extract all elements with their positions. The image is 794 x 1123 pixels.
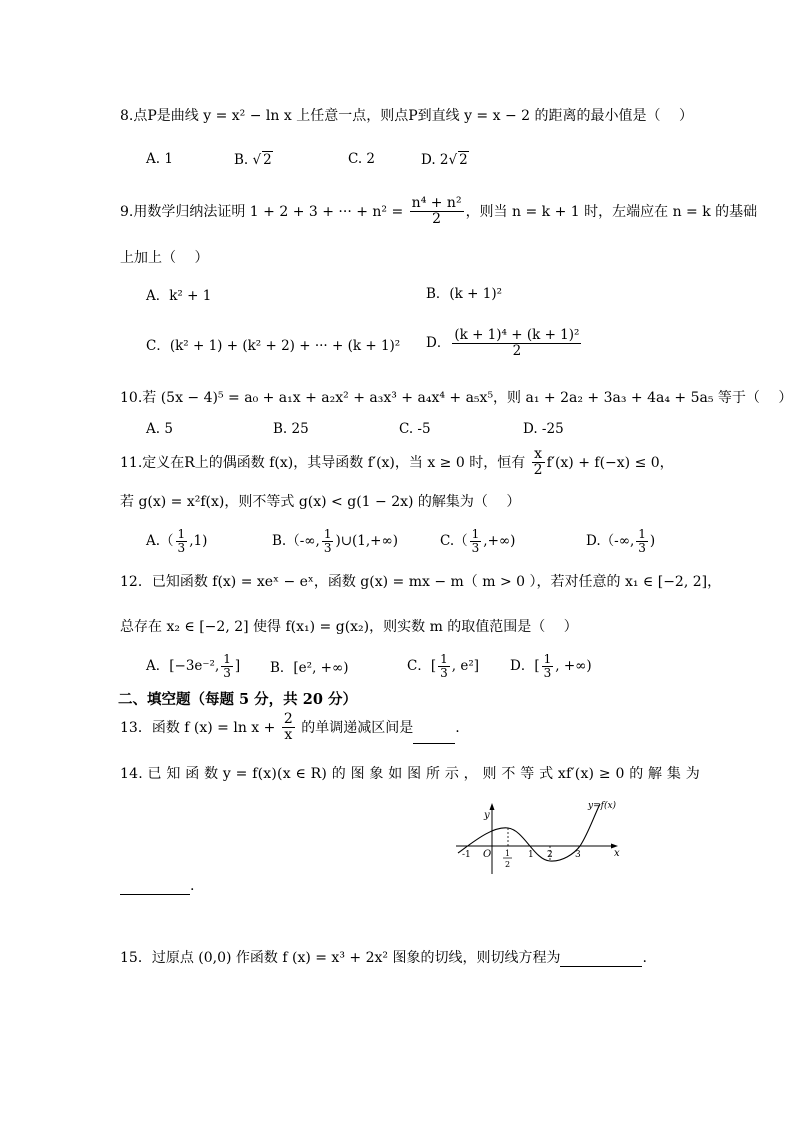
tick-2: 2 (547, 850, 553, 860)
q9-option-d: D． $\frac{\text{(k + 1)⁴ + (k + 1)²}}{2}$ (426, 327, 580, 359)
q10-option-b: B. 25 (273, 421, 309, 437)
q12-option-d: D．[ $\frac{1}{3}$ , +∞) (510, 652, 592, 681)
q15-stem: 15．过原点 (0,0) 作函数 f (x) = x³ + 2x² 图象的切线，则切线方程为 . (120, 950, 647, 966)
tick-3: 3 (575, 850, 581, 860)
q14-answer-blank[interactable] (120, 878, 190, 894)
label-fx: y=f(x) (588, 801, 617, 811)
q10-option-d: D. -25 (523, 421, 564, 437)
q9-stem-cont: 上加上（ ） (120, 250, 209, 266)
tick-half-num: 1 (505, 849, 511, 858)
q10-option-a: A. 5 (146, 421, 173, 437)
q8-option-a: A. 1 (146, 151, 173, 167)
q14-stem: 14. 已 知 函 数 y = f(x)(x ∈ R) 的 图 象 如 图 所 示 ， 则 不 等 式 xf′(x) ≥ 0 的 解 集 为 (120, 766, 700, 782)
label-x: x (614, 848, 620, 859)
q13-stem: 13．函数 f (x) = ln x + $\frac{2}{x}$ 的单调递减区间是 . (120, 711, 460, 744)
q8-option-b: B. √ 2 (234, 152, 272, 168)
q11-option-c: C.（ $\frac{1}{3}$ ,+∞) (440, 527, 516, 556)
q9-stem: 9.用数学归纳法证明 1 + 2 + 3 + ··· + n² = $\frac{\text{n⁴ + n²}}{2}$ ，则当 n = k + 1 时，左端应在 n = k 的基础 (120, 195, 758, 228)
q15-answer-blank[interactable] (560, 950, 642, 966)
q11-option-a: A.（ $\frac{1}{3}$ ,1) (146, 527, 208, 556)
q12-option-a: A．[−3e⁻², $\frac{1}{3}$ ] (146, 652, 241, 681)
label-y: y (484, 810, 490, 821)
q11-option-d: D.（-∞, $\frac{1}{3}$ ) (586, 527, 656, 556)
q11-option-b: B.（-∞, $\frac{1}{3}$ )∪(1,+∞) (272, 527, 399, 556)
q8-stem: 8.点P是曲线 y = x² − ln x 上任意一点，则点P到直线 y = x − 2 的距离的最小值是（ ） (120, 108, 693, 124)
q8-option-c: C. 2 (348, 151, 376, 167)
q12-stem: 12．已知函数 f(x) = xeˣ − eˣ，函数 g(x) = mx − m（ m > 0 ），若对任意的 x₁ ∈ [−2, 2]， (120, 574, 722, 590)
q14-answer-line: . (120, 878, 194, 895)
q14-function-graph (452, 798, 632, 878)
q9-option-b: B．(k + 1)² (426, 286, 503, 302)
label-origin: O (483, 849, 492, 860)
q11-stem: 11.定义在R上的偶函数 f(x)，其导函数 f′(x)，当 x ≥ 0 时，恒有 $\frac{x}{2}$ f′(x) + f(−x) ≤ 0， (120, 446, 674, 479)
q12-option-c: C．[ $\frac{1}{3}$ , e²] (407, 652, 480, 681)
y-axis-arrow-icon (490, 803, 495, 810)
tick-1: 1 (528, 850, 534, 860)
q13-answer-blank[interactable] (413, 727, 455, 743)
q11-stem-cont: 若 g(x) = x²f(x)，则不等式 g(x) < g(1 − 2x) 的解集为（ ） (120, 494, 521, 510)
q10-option-c: C. -5 (399, 421, 431, 437)
q12-stem-cont: 总存在 x₂ ∈ [−2, 2] 使得 f(x₁) = g(x₂)，则实数 m 的取值范围是（ ） (120, 619, 578, 635)
q10-stem: 10.若 (5x − 4)⁵ = a₀ + a₁x + a₂x² + a₃x³ + a₄x⁴ + a₅x⁵，则 a₁ + 2a₂ + 3a₃ + 4a₄ + 5a₅ 等于（ ） (120, 390, 793, 406)
tick-neg1: -1 (462, 850, 471, 860)
q9-option-a: A．k² + 1 (146, 288, 212, 304)
section-heading: 二、填空题（每题 5 分，共 20 分） (118, 691, 357, 708)
q8-option-d: D. 2√ 2 (421, 152, 468, 168)
q12-option-b: B．[e², +∞) (270, 660, 349, 676)
tick-half-den: 2 (505, 860, 511, 869)
q9-option-c: C．(k² + 1) + (k² + 2) + ··· + (k + 1)² (146, 338, 401, 354)
